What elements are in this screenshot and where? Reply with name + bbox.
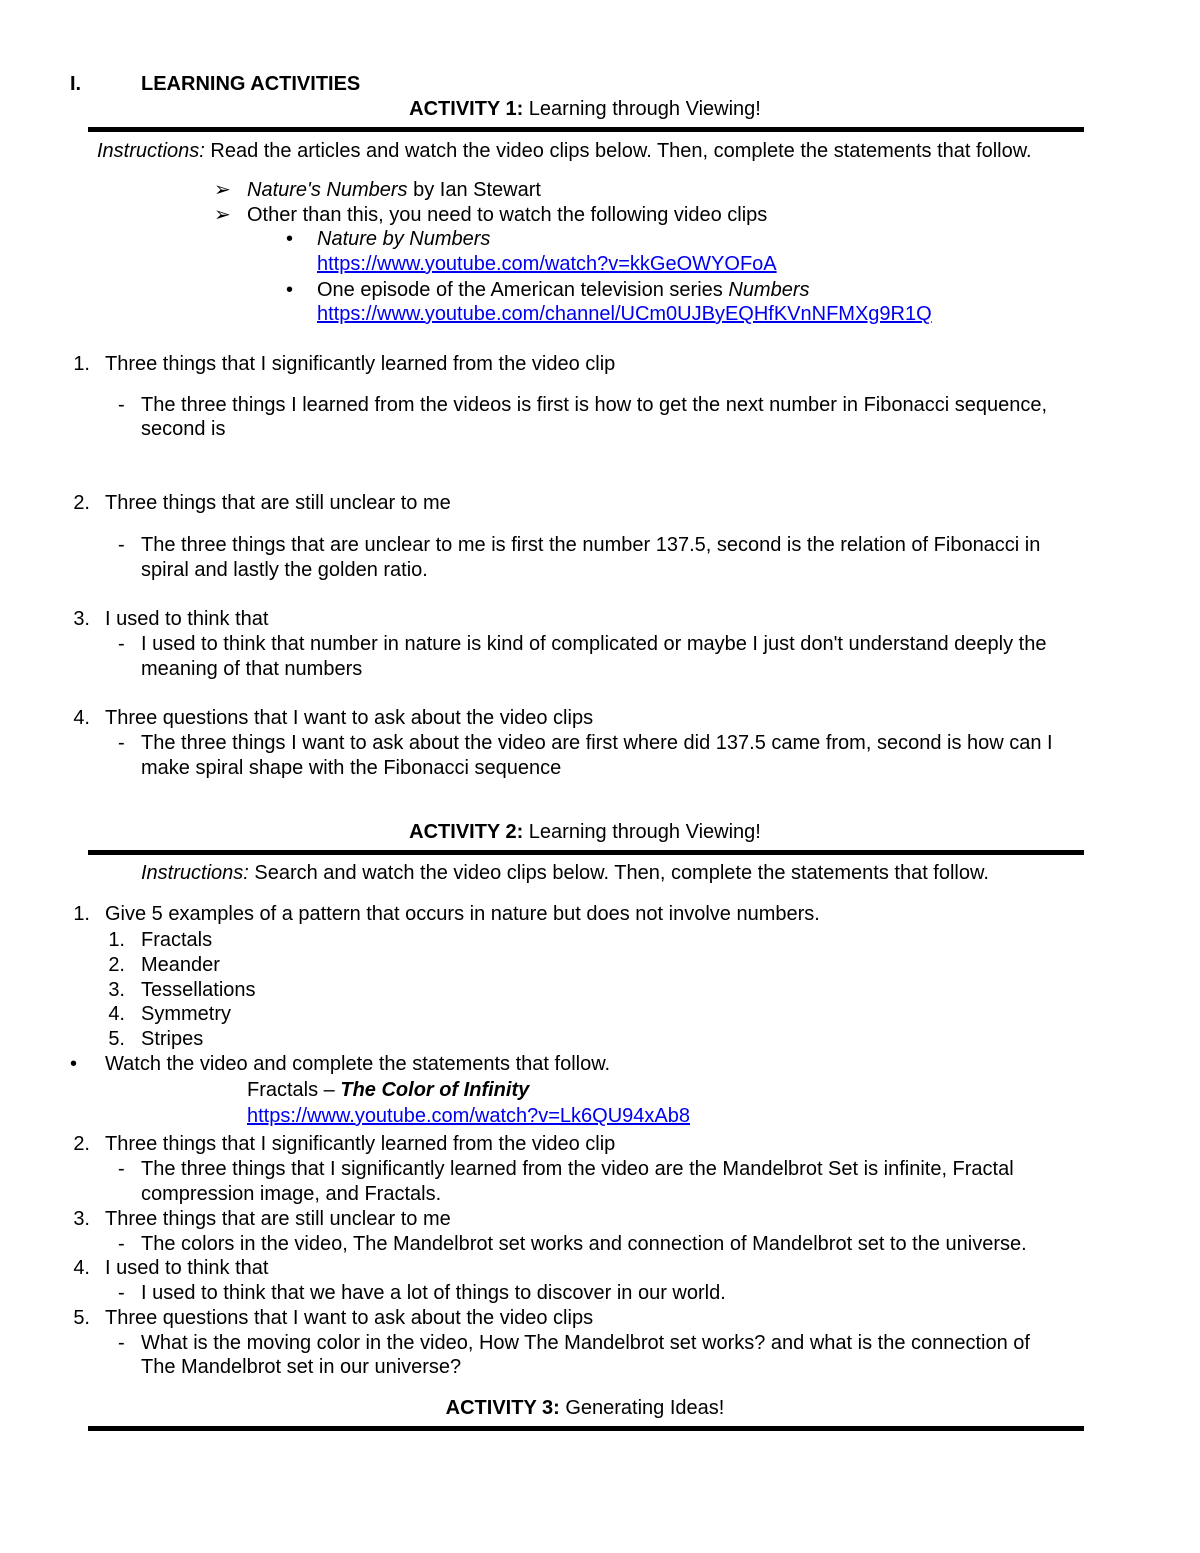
example-number: 3. <box>108 979 125 1001</box>
video-link[interactable]: https://www.youtube.com/watch?v=Lk6QU94xAb8 <box>247 1105 691 1127</box>
video-title-line <box>247 1078 529 1102</box>
video-intro-text: Other than this, you need to watch the following video clips <box>247 204 768 226</box>
question-number: 4. <box>73 707 90 729</box>
question-prompt: I used to think that <box>105 608 269 630</box>
activity2-heading <box>0 820 1170 844</box>
question-prompt: Three things that are still unclear to me <box>105 492 451 514</box>
bullet-icon: • <box>286 228 294 250</box>
question-prompt: I used to think that <box>105 1257 269 1279</box>
question-number: 2. <box>73 492 90 514</box>
answer-line: make spiral shape with the Fibonacci sequence <box>141 757 562 779</box>
dash-icon: - <box>118 1158 125 1180</box>
video-series-text: One episode of the American television series <box>317 279 729 301</box>
bullet-icon: • <box>286 279 294 301</box>
answer-line: The three things that I significantly learned from the video are the Mandelbrot Set is infinite, Fractal <box>141 1158 1014 1180</box>
video-series-item <box>317 278 809 302</box>
answer-line: I used to think that number in nature is kind of complicated or maybe I just don't understand deeply the <box>141 633 1047 655</box>
question-number: 5. <box>73 1307 90 1329</box>
activity3-rule <box>88 1426 1084 1431</box>
activity3-heading <box>0 1396 1170 1420</box>
answer-line: The three things I learned from the videos is first is how to get the next number in Fibonacci sequence, <box>141 394 1048 416</box>
dash-icon: - <box>118 394 125 416</box>
dash-icon: - <box>118 633 125 655</box>
activity2-rule <box>88 850 1084 855</box>
instructions-text: Read the articles and watch the video clips below. Then, complete the statements that follow. <box>204 140 1032 162</box>
dash-icon: - <box>118 1282 125 1304</box>
section-roman: I. <box>70 73 82 95</box>
instructions-text: Search and watch the video clips below. Then, complete the statements that follow. <box>248 862 989 884</box>
question-prompt: Give 5 examples of a pattern that occurs in nature but does not involve numbers. <box>105 903 820 925</box>
dash-icon: - <box>118 1233 125 1255</box>
answer-line: What is the moving color in the video, How The Mandelbrot set works? and what is the connection of <box>141 1332 1030 1354</box>
reading-author: by Ian Stewart <box>407 179 541 201</box>
question-number: 2. <box>73 1133 90 1155</box>
question-number: 1. <box>73 353 90 375</box>
question-prompt: Three questions that I want to ask about the video clips <box>105 1307 594 1329</box>
video-title: The Color of Infinity <box>340 1079 530 1101</box>
video-title: Nature by Numbers <box>317 228 491 250</box>
example-item: Fractals <box>141 929 213 951</box>
reading-item <box>247 178 541 202</box>
dash-icon: - <box>118 534 125 556</box>
activity1-heading <box>0 97 1170 121</box>
watch-instruction: Watch the video and complete the statements that follow. <box>105 1053 611 1075</box>
example-number: 2. <box>108 954 125 976</box>
answer-line: The three things that are unclear to me is first the number 137.5, second is the relation of Fibonacci in <box>141 534 1041 556</box>
activity1-instructions <box>97 139 1032 163</box>
bullet-icon: • <box>70 1053 78 1075</box>
example-item: Meander <box>141 954 220 976</box>
video-series-title: Numbers <box>728 279 810 301</box>
activity1-heading-label: ACTIVITY 1: <box>409 98 524 120</box>
answer-line: The Mandelbrot set in our universe? <box>141 1356 462 1378</box>
arrow-bullet-icon: ➢ <box>214 179 231 201</box>
video-prefix: Fractals – <box>247 1079 341 1101</box>
question-number: 3. <box>73 608 90 630</box>
dash-icon: - <box>118 732 125 754</box>
answer-line: spiral and lastly the golden ratio. <box>141 559 428 581</box>
reading-title: Nature's Numbers <box>247 179 408 201</box>
answer-line: second is <box>141 418 226 440</box>
activity1-rule <box>88 127 1084 132</box>
example-item: Tessellations <box>141 979 256 1001</box>
question-prompt: Three things that I significantly learned from the video clip <box>105 1133 616 1155</box>
instructions-label: Instructions: <box>97 140 205 162</box>
video-link[interactable]: https://www.youtube.com/watch?v=kkGeOWYOFoA <box>317 253 777 275</box>
question-prompt: Three questions that I want to ask about the video clips <box>105 707 594 729</box>
answer-line: meaning of that numbers <box>141 658 363 680</box>
question-number: 3. <box>73 1208 90 1230</box>
example-item: Symmetry <box>141 1003 231 1025</box>
example-number: 4. <box>108 1003 125 1025</box>
video-link[interactable]: https://www.youtube.com/channel/UCm0UJByEQHfKVnNFMXg9R1Q <box>317 303 932 325</box>
activity2-instructions <box>141 861 989 885</box>
example-item: Stripes <box>141 1028 204 1050</box>
example-number: 5. <box>108 1028 125 1050</box>
question-prompt: Three things that I significantly learned from the video clip <box>105 353 616 375</box>
activity2-heading-label: ACTIVITY 2: <box>409 821 524 843</box>
question-prompt: Three things that are still unclear to me <box>105 1208 451 1230</box>
activity3-heading-text: Generating Ideas! <box>559 1397 725 1419</box>
activity2-heading-text: Learning through Viewing! <box>523 821 761 843</box>
answer-line: The three things I want to ask about the video are first where did 137.5 came from, second is how can I <box>141 732 1053 754</box>
instructions-label: Instructions: <box>141 862 249 884</box>
question-number: 4. <box>73 1257 90 1279</box>
answer-line: compression image, and Fractals. <box>141 1183 442 1205</box>
section-title: LEARNING ACTIVITIES <box>141 73 361 95</box>
activity1-heading-text: Learning through Viewing! <box>523 98 761 120</box>
activity3-heading-label: ACTIVITY 3: <box>445 1397 560 1419</box>
dash-icon: - <box>118 1332 125 1354</box>
answer-line: The colors in the video, The Mandelbrot set works and connection of Mandelbrot set to the universe. <box>141 1233 1027 1255</box>
arrow-bullet-icon: ➢ <box>214 204 231 226</box>
question-number: 1. <box>73 903 90 925</box>
answer-line: I used to think that we have a lot of things to discover in our world. <box>141 1282 726 1304</box>
example-number: 1. <box>108 929 125 951</box>
